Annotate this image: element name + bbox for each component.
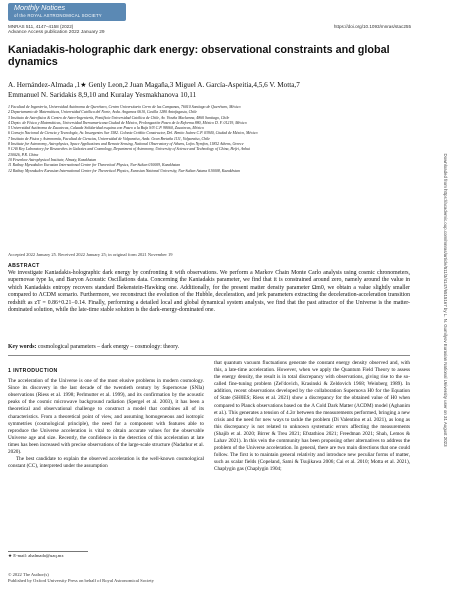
affiliation: 4 Depto. de Física y Matemáticas, Universidad Iberoamericana Ciudad de México, Prolongación Paseo de la Reforma 880, México D. F. 01219, México [8, 120, 247, 125]
copyright-line: © 2022 The Author(s) [8, 572, 49, 577]
affiliation: 3 Instituto de Astrofísica & Centro de Astro-Ingeniería, Pontificia Universidad Católica de Chile, Av. Vicuña Mackenna, 4860 Santiago, Chile [8, 115, 230, 120]
affiliation: 12 Ratbay Myrzakulov Eurasian International Centre for Theoretical Physics, Eurasian National University, Nur-Sultan Astana 010008, Kazakhstan [8, 168, 240, 173]
affiliation: 5 Universidad Autónoma de Zacatecas, Calzada Solidaridad esquina con Paseo a la Bufa S/N C.P. 98060, Zacatecas, México [8, 126, 204, 131]
journal-subtitle: of the ROYAL ASTRONOMICAL SOCIETY [14, 13, 102, 18]
authors-line-2: Emmanuel N. Saridakis 8,9,10 and Kuralay Yesmakhanova 10,11 [8, 91, 197, 99]
left-column [8, 360, 204, 470]
download-watermark: Downloaded from https://academic.oup.com/mnras/article/511/3/4147/6515167 by L. N. Gumilyov Eurasian National University user on 31 August 2023 [443, 153, 448, 447]
copyright [8, 572, 154, 584]
keywords-label: Key words: [8, 344, 37, 350]
footnote-divider [8, 551, 88, 552]
journal-logo [8, 3, 126, 21]
affiliation: 2 Departamento de Matemáticas, Universidad Católica del Norte, Avda. Angamos 0610, Casilla 1280 Antofagasta, Chile [8, 110, 198, 115]
affiliations [8, 105, 410, 174]
authors-line-1: A. Hernández-Almada ,1★ Genly Leon,2 Juan Magaña,3 Miguel A. García-Aspeitia,4,5,6 V. Motta,7 [8, 81, 300, 89]
abstract-text: We investigate Kaniadakis-holographic dark energy by confronting it with observations. We perform a Markov Chain Monte Carlo analysis using cosmic chronometers, supernovae type Ia, and Baryon Acoustic Oscillations data. Concerning the Kaniadakis parameter, we find that it is constrained around zero, namely around the value in which Kaniadakis entropy recovers standard Bekenstein-Hawking one. Additionally, for the present matter density parameter Ωm0, we obtain a value slightly smaller compared to ΛCDM scenario. Furthermore, we reconstruct the evolution of the Hubble, deceleration, and jerk parameters extracting the deceleration-acceleration transition redshift as zT = 0.86+0.21−0.14. Finally, performing a detailed local and global dynamical system analysis, we find that the past attractor of the Universe is the matter-dominated solution, while the late-time stable solution is the dark-energy-dominated one. [8, 270, 410, 314]
citation: MNRAS 511, 4147–4158 (2022) [8, 24, 74, 29]
paragraph: The acceleration of the Universe is one of the most elusive problems in modern cosmology. Since its discovery in the last decade of the twentieth century by Supernovae (SNIa) observations (Riess et al. 1998; Perlmutter et al. 1999), and its confirmation by the acoustic peaks of the cosmic microwave background radiation (Spergel et al. 2003), it has been a theoretical and observational challenge to construct a model that combines all of its characteristics. From a theoretical point of view, and assuming homogeneous and isotropic symmetries (cosmological principle), the need for a component with features able to reproduce the Universe acceleration is vital to obtain accurate values for the observable Universe age and size. Recently, the confidence in the detection of this acceleration at late times has been increased with precise observations of the large-scale structure (Nadathur et al. 2020). [8, 378, 204, 456]
affiliation: 10 Fesenkov Astrophysical Institute, Almaty, Kazakhstan [8, 157, 97, 162]
right-column [214, 360, 410, 474]
paper-title: Kaniadakis-holographic dark energy: observational constraints and global dynamics [8, 44, 390, 68]
affiliation: 1 Facultad de Ingeniería, Universidad Autónoma de Querétaro, Centro Universitario Cerro de las Campanas, 76010 Santiago de Querétaro, México [8, 105, 241, 109]
doi-link[interactable]: https://doi.org/10.1093/mnras/stac255 [333, 24, 411, 29]
author-list [8, 80, 413, 100]
advance-access: Advance Access publication 2022 January 29 [8, 30, 105, 35]
affiliation: 6 Consejo Nacional de Ciencia y Tecnología, Av. Insurgentes Sur 1582. Colonia Crédito Constructor, Del. Benito Juárez C.P. 03940, Ciudad de México, México [8, 131, 258, 136]
affiliation: 230026, P.R. China [8, 152, 39, 157]
affiliation: 9 CAS Key Laboratory for Researches in Galaxies and Cosmology, Department of Astronomy, University of Science and Technology of China, Hefei, Anhui [8, 147, 251, 152]
divider [8, 355, 410, 356]
keywords-text: cosmological parameters – dark energy – cosmology: theory. [37, 344, 180, 350]
affiliation: 7 Instituto de Física y Astronomía, Facultad de Ciencias, Universidad de Valparaíso, Avda. Gran Bretaña 1111, Valparaíso, Chile [8, 136, 210, 141]
footnote-email: ★ E-mail: ahalmada@uaq.mx [8, 553, 64, 558]
journal-name: Monthly Notices [14, 3, 66, 12]
publisher-line: Published by Oxford University Press on behalf of Royal Astronomical Society [8, 578, 154, 584]
paragraph: The best candidate to explain the observed acceleration is the well-known cosmological constant (CC), interpreted under the assumption [8, 456, 204, 470]
abstract-heading: ABSTRACT [8, 263, 40, 269]
affiliation: 11 Ratbay Myrzakulov Eurasian International Centre for Theoretical Physics, Nur-Sultan 010009, Kazakhstan [8, 163, 181, 168]
keywords [8, 344, 410, 350]
paragraph: that quantum vacuum fluctuations generate the constant energy density observed and, with this, a late-time acceleration. However, when we apply the Quantum Field Theory to assess the energy density, the result is in total discrepancy with observations, giving rise to the so-called fine-tuning problem (Zel'dovich, Krasinski & Zeldovich 1968; Weinberg 1989). In addition, recent observations developed by the collaboration Supernova H0 for the Equation of State (SH0ES; Riess et al. 2021) show a discrepancy for the obtained value of H0 when compared to Planck observations based on the Λ Cold Dark Matter (ΛCDM) model (Aghanim et al.). This generates a tension of 4.2σ between the measurements performed, bringing a new crisis and the need for new ways to tackle the problem (Di Valentino et al. 2021), as long as this discrepancy is not related to unknown systematic errors affecting the measurements (Shajib et al. 2020; Birrer & Treu 2021; Efstathiou 2021; Freedman 2021; Shah, Lemos & Lahav 2021). In this vein the community has been proposing other alternatives to address the problem of the Universe acceleration. In general, there are two main directions that one could follow. The first is to maintain general relativity and introduce new peculiar forms of matter, such as scalar fields (Copeland, Sami & Tsujikawa 2006; Cai et al. 2010; Motta et al. 2021), Chaplygin gas (Chaplygin 1904; [214, 360, 410, 473]
received-accepted-dates: Accepted 2022 January 25. Received 2022 January 25; in original form 2021 November 19 [8, 252, 173, 257]
section-heading: 1 INTRODUCTION [8, 368, 58, 374]
affiliation: 8 Institute for Astronomy, Astrophysics, Space Applications and Remote Sensing, National Observatory of Athens, Lofos Nymfon, 11852 Athens, Greece [8, 142, 244, 147]
